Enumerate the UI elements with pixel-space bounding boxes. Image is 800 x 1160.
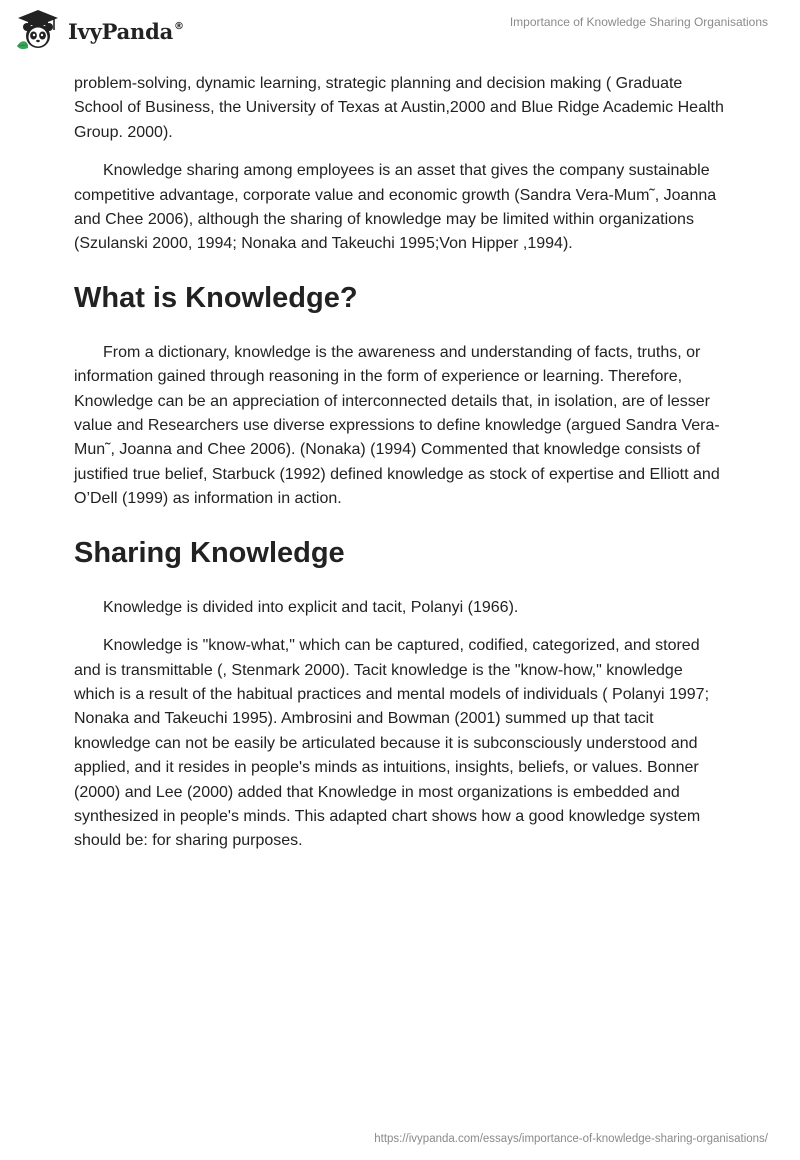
brand-name: IvyPanda® <box>68 18 184 44</box>
heading-what-is-knowledge: What is Knowledge? <box>74 281 358 314</box>
registered-mark: ® <box>174 20 184 32</box>
paragraph-1: problem-solving, dynamic learning, strategic planning and decision making ( Graduate School of Business, the University of Texas at Austin,2000 and Blue Ridge Academic Health Group. 2000). <box>74 75 724 141</box>
source-url[interactable]: https://ivypanda.com/essays/importance-of-knowledge-sharing-organisations/ <box>374 1133 768 1145</box>
document-title: Importance of Knowledge Sharing Organisations <box>509 15 768 29</box>
paragraph-2: Knowledge sharing among employees is an asset that gives the company sustainable competitive advantage, corporate value and economic growth (Sandra Vera-Mum˜, Joanna and Chee 2006), although the sharing of knowledge may be limited within organizations (Szulanski 2000, 1994; Nonaka and Takeuchi 1995;Von Hipper ,1994). <box>74 162 717 253</box>
heading-sharing-knowledge: Sharing Knowledge <box>74 536 345 569</box>
paragraph-4: Knowledge is divided into explicit and tacit, Polanyi (1966). <box>103 598 519 616</box>
essay-body <box>74 72 726 868</box>
paragraph-3: From a dictionary, knowledge is the awareness and understanding of facts, truths, or information gained through reasoning in the form of experience or learning. Therefore, Knowledge can be an appreciation of interconnected details that, in isolation, are of lesser value and Researchers use diverse expressions to define knowledge (argued Sandra Vera-Mun˜, Joanna and Chee 2006). (Nonaka) (1994) Commented that knowledge consists of justified true belief, Starbuck (1992) defined knowledge as stock of expertise and Elliott and O’Dell (1999) as information in action. <box>74 343 720 508</box>
brand-logo[interactable] <box>14 8 184 52</box>
page-header <box>0 0 800 64</box>
paragraph-5: Knowledge is "know-what," which can be captured, codified, categorized, and stored and is transmittable (, Stenmark 2000). Tacit knowledge is the "know-how," knowledge which is a result of the habitual practices and mental models of individuals ( Polanyi 1997; Nonaka and Takeuchi 1995). Ambrosini and Bowman (2001) summed up that tacit knowledge can not be easily be articulated because it is subconsciously understood and applied, and it resides in people's minds as intuitions, insights, beliefs, or values. Bonner (2000) and Lee (2000) added that Knowledge in most organizations is embedded and synthesized in people's minds. This adapted chart shows how a good knowledge system should be: for sharing purposes. <box>74 637 710 850</box>
panda-graduate-icon <box>14 8 62 52</box>
